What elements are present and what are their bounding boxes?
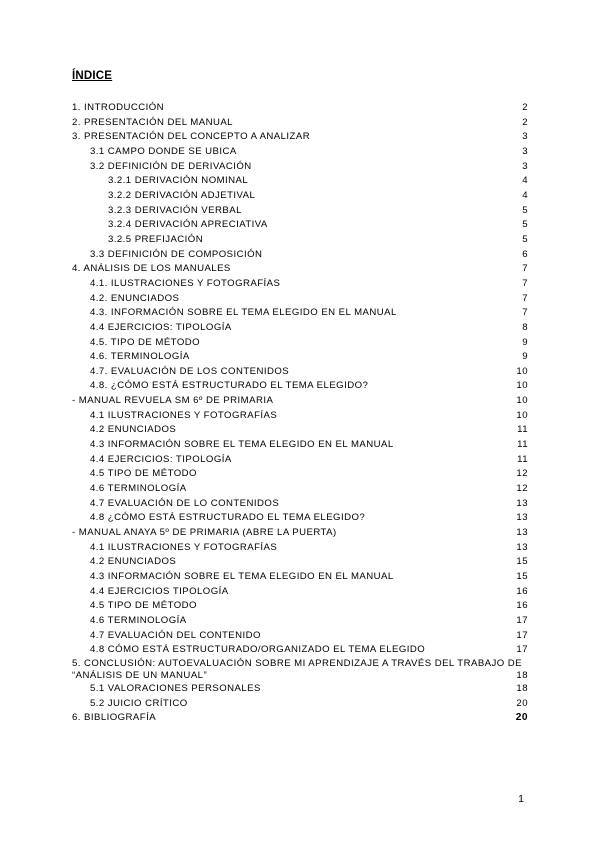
- toc-entry[interactable]: [72, 438, 530, 453]
- toc-entry[interactable]: [72, 629, 530, 644]
- toc-entry[interactable]: [72, 570, 530, 585]
- toc-entry-text: 3. PRESENTACIÓN DEL CONCEPTO A ANALIZAR: [72, 131, 311, 143]
- toc-entry-page: 10: [516, 409, 528, 421]
- toc-entry-text: 3.3 DEFINICIÓN DE COMPOSICIÓN: [90, 248, 263, 260]
- toc-entry-text: 2. PRESENTACIÓN DEL MANUAL: [72, 116, 233, 128]
- toc-entry-page: 9: [522, 351, 528, 363]
- toc-entry-text: 4.8 ¿CÓMO ESTÁ ESTRUCTURADO EL TEMA ELEGIDO?: [90, 512, 366, 524]
- toc-entry[interactable]: [72, 379, 530, 394]
- toc-entry-text: 4. ANÁLISIS DE LOS MANUALES: [72, 263, 231, 275]
- toc-entry-text: 3.2.1 DERIVACIÓN NOMINAL: [108, 175, 249, 187]
- toc-entry-text: 4.5. TIPO DE MÉTODO: [90, 336, 201, 348]
- toc-entry-page: 13: [516, 541, 528, 553]
- toc-entry[interactable]: [72, 262, 530, 277]
- toc-entry-text: 5. CONCLUSIÓN: AUTOEVALUACIÓN SOBRE MI APRENDIZAJE A TRAVÉS DEL TRABAJO DE: [72, 657, 523, 669]
- toc-entry-text: 4.2 ENUNCIADOS: [90, 424, 177, 436]
- toc-entry-page: 16: [516, 585, 528, 597]
- toc-entry-text: 4.8. ¿CÓMO ESTÁ ESTRUCTURADO EL TEMA ELEGIDO?: [90, 380, 369, 392]
- toc-entry[interactable]: [72, 482, 530, 497]
- toc-entry[interactable]: [72, 130, 530, 145]
- toc-entry[interactable]: [72, 394, 530, 409]
- toc-entry[interactable]: [72, 423, 530, 438]
- toc-entry-page: 15: [516, 556, 528, 568]
- toc-entry-text: 4.1. ILUSTRACIONES Y FOTOGRAFÍAS: [90, 277, 281, 289]
- toc-entry-page: 5: [522, 219, 528, 231]
- toc-entry[interactable]: [72, 189, 530, 204]
- toc-entry-page: 17: [516, 629, 528, 641]
- page-title: ÍNDICE: [72, 70, 113, 82]
- toc-entry[interactable]: [72, 614, 530, 629]
- toc-entry-text: 4.6 TERMINOLOGÍA: [90, 483, 187, 495]
- toc-entry-text: 4.2. ENUNCIADOS: [90, 292, 180, 304]
- toc-entry[interactable]: [72, 233, 530, 248]
- toc-entry-page: 20: [515, 712, 528, 724]
- toc-entry-text: 3.2.5 PREFIJACIÓN: [108, 233, 204, 245]
- toc-entry-text: 4.8 CÓMO ESTÁ ESTRUCTURADO/ORGANIZADO EL TEMA ELEGIDO: [90, 644, 426, 656]
- toc-entry-text: 5.1 VALORACIONES PERSONALES: [90, 682, 261, 694]
- toc-entry-page: 2: [522, 102, 528, 113]
- toc-entry-page: 4: [522, 189, 528, 201]
- toc-entry[interactable]: [72, 682, 530, 697]
- toc-entry-page: 12: [516, 468, 528, 480]
- toc-entry[interactable]: [72, 585, 530, 600]
- toc-entry[interactable]: [72, 409, 530, 424]
- toc-entry-text: 4.6. TERMINOLOGÍA: [90, 351, 190, 363]
- toc-entry-page: 11: [517, 424, 528, 436]
- toc-entry-page: 3: [522, 145, 528, 157]
- toc-entry-page: 7: [522, 263, 528, 275]
- toc-entry[interactable]: [72, 497, 530, 512]
- table-of-contents: [72, 101, 530, 726]
- toc-entry-page: 7: [522, 307, 528, 319]
- toc-entry[interactable]: [72, 101, 530, 116]
- toc-entry-page: 10: [516, 395, 528, 407]
- toc-entry[interactable]: [72, 541, 530, 556]
- toc-entry-page: 3: [522, 160, 528, 172]
- toc-entry[interactable]: [72, 321, 530, 336]
- toc-entry[interactable]: [72, 277, 530, 292]
- toc-entry-page: 4: [522, 175, 528, 187]
- toc-entry-page: 6: [522, 248, 528, 260]
- toc-entry-page: 18: [516, 669, 528, 681]
- toc-entry-page: 5: [522, 204, 528, 216]
- toc-entry-page: 7: [522, 277, 528, 289]
- toc-entry-page: 13: [516, 497, 528, 509]
- toc-entry[interactable]: [72, 365, 530, 380]
- toc-entry-page: 9: [522, 336, 528, 348]
- toc-entry[interactable]: [72, 453, 530, 468]
- toc-entry[interactable]: [72, 658, 530, 682]
- toc-entry-text: 4.2 ENUNCIADOS: [90, 556, 177, 568]
- toc-entry-text: 4.3 INFORMACIÓN SOBRE EL TEMA ELEGIDO EN EL MANUAL: [90, 439, 394, 451]
- toc-entry-page: 17: [516, 644, 528, 656]
- toc-entry-text: 4.6 TERMINOLOGÍA: [90, 614, 187, 626]
- toc-entry-text: 4.7. EVALUACIÓN DE LOS CONTENIDOS: [90, 365, 290, 377]
- toc-entry-text: 4.5 TIPO DE MÉTODO: [90, 600, 197, 612]
- toc-entry-page: 16: [516, 600, 528, 612]
- toc-entry-text: 3.2.2 DERIVACIÓN ADJETIVAL: [108, 189, 256, 201]
- toc-entry-page: 20: [516, 697, 528, 709]
- toc-entry-text: 5.2 JUICIO CRÍTICO: [90, 697, 188, 709]
- toc-entry[interactable]: [72, 218, 530, 233]
- toc-entry-text: 6. BIBLIOGRAFÍA: [72, 712, 157, 724]
- toc-entry-page: 3: [522, 131, 528, 143]
- toc-entry-page: 13: [516, 527, 528, 539]
- toc-entry[interactable]: [72, 526, 530, 541]
- toc-entry-text: 4.1 ILUSTRACIONES Y FOTOGRAFÍAS: [90, 541, 278, 553]
- toc-entry[interactable]: [72, 116, 530, 131]
- toc-entry-page: 5: [522, 233, 528, 245]
- toc-entry-page: 11: [517, 439, 528, 451]
- toc-entry-page: 13: [516, 512, 528, 524]
- toc-entry[interactable]: [72, 306, 530, 321]
- toc-entry-page: 10: [516, 380, 528, 392]
- toc-entry-text: - MANUAL ANAYA 5º DE PRIMARIA (ABRE LA PUERTA): [72, 527, 337, 539]
- toc-entry[interactable]: [72, 511, 530, 526]
- toc-entry[interactable]: [72, 292, 530, 307]
- toc-entry-page: 10: [516, 365, 528, 377]
- toc-entry[interactable]: [72, 160, 530, 175]
- toc-entry[interactable]: [72, 643, 530, 658]
- toc-entry-text: 3.2.3 DERIVACIÓN VERBAL: [108, 204, 242, 216]
- toc-entry-text: 3.2.4 DERIVACIÓN APRECIATIVA: [108, 219, 268, 231]
- toc-entry[interactable]: [72, 711, 530, 726]
- toc-entry-text: 4.7 EVALUACIÓN DE LO CONTENIDOS: [90, 497, 280, 509]
- toc-entry[interactable]: [72, 467, 530, 482]
- toc-entry[interactable]: [72, 336, 530, 351]
- toc-entry-page: 7: [522, 292, 528, 304]
- toc-entry[interactable]: [72, 204, 530, 219]
- toc-entry-text: 4.4 EJERCICIOS: TIPOLOGÍA: [90, 453, 232, 465]
- toc-entry-text: 3.2 DEFINICIÓN DE DERIVACIÓN: [90, 160, 252, 172]
- toc-entry-text: 4.4 EJERCICIOS: TIPOLOGÍA: [90, 321, 232, 333]
- toc-entry-page: 2: [522, 116, 528, 128]
- toc-entry-page: 12: [516, 483, 528, 495]
- toc-entry[interactable]: [72, 174, 530, 189]
- toc-entry-text: 4.5 TIPO DE MÉTODO: [90, 468, 197, 480]
- toc-entry-text-continued: “ANÁLISIS DE UN MANUAL”: [72, 669, 208, 681]
- toc-entry-text: - MANUAL REVUELA SM 6º DE PRIMARIA: [72, 395, 274, 407]
- toc-entry[interactable]: [72, 145, 530, 160]
- toc-entry-text: 4.1 ILUSTRACIONES Y FOTOGRAFÍAS: [90, 409, 278, 421]
- toc-entry[interactable]: [72, 350, 530, 365]
- toc-entry-page: 18: [516, 682, 528, 694]
- toc-entry-text: 4.3 INFORMACIÓN SOBRE EL TEMA ELEGIDO EN EL MANUAL: [90, 571, 394, 582]
- toc-entry-page: 11: [517, 453, 528, 465]
- toc-entry[interactable]: [72, 248, 530, 263]
- toc-entry[interactable]: [72, 555, 530, 570]
- toc-entry[interactable]: [72, 599, 530, 614]
- toc-entry-text: 4.3. INFORMACIÓN SOBRE EL TEMA ELEGIDO EN EL MANUAL: [90, 307, 397, 319]
- toc-entry-text: 3.1 CAMPO DONDE SE UBICA: [90, 145, 237, 157]
- toc-entry-text: 4.7 EVALUACIÓN DEL CONTENIDO: [90, 629, 261, 641]
- toc-entry-page: 15: [516, 571, 528, 582]
- toc-entry-text: 1. INTRODUCCIÓN: [72, 102, 165, 113]
- toc-entry-page: 8: [522, 321, 528, 333]
- toc-entry-text: 4.4 EJERCICIOS TIPOLOGÍA: [90, 585, 229, 597]
- toc-entry-page: 17: [516, 614, 528, 626]
- toc-entry[interactable]: [72, 697, 530, 712]
- page-number: 1: [518, 793, 524, 805]
